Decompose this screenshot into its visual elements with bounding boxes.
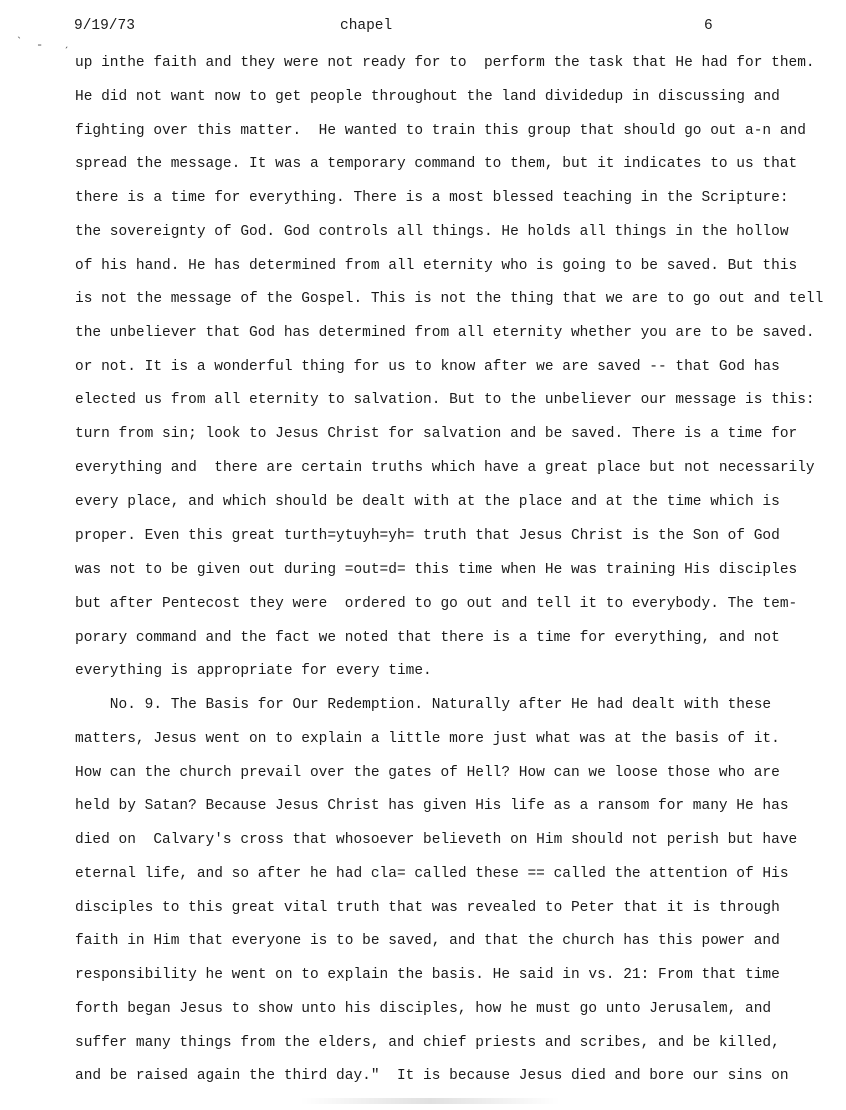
text-line: matters, Jesus went on to explain a little more just what was at the basis of it.: [75, 731, 780, 747]
text-line: He did not want now to get people throughout the land dividedup in discussing and: [75, 89, 780, 105]
header-date: 9/19/73: [74, 18, 135, 34]
text-line: died on Calvary's cross that whosoever believeth on Him should not perish but have: [75, 832, 798, 848]
text-line: responsibility he went on to explain the basis. He said in vs. 21: From that time: [75, 967, 780, 983]
text-line: up inthe faith and they were not ready for to perform the task that He had for them.: [75, 55, 815, 71]
scan-smudge: [300, 1098, 560, 1104]
text-line: everything and there are certain truths which have a great place but not necessarily: [75, 460, 815, 476]
text-line: every place, and which should be dealt with at the place and at the time which is: [75, 494, 780, 510]
page-header: [0, 18, 846, 42]
text-line: was not to be given out during =out=d= this time when He was training His disciples: [75, 562, 798, 578]
text-line: faith in Him that everyone is to be saved, and that the church has this power and: [75, 933, 780, 949]
page-number: 6: [704, 18, 713, 34]
text-line: there is a time for everything. There is a most blessed teaching in the Scripture:: [75, 190, 789, 206]
text-line: and be raised again the third day." It is because Jesus died and bore our sins on: [75, 1068, 789, 1084]
stray-mark: -: [36, 38, 44, 52]
text-line: spread the message. It was a temporary command to them, but it indicates to us that: [75, 156, 798, 172]
stray-mark: ˏ: [63, 36, 71, 50]
text-line: but after Pentecost they were ordered to go out and tell it to everybody. The tem-: [75, 596, 798, 612]
text-line: forth began Jesus to show unto his disciples, how he must go unto Jerusalem, and: [75, 1001, 772, 1017]
text-line: fighting over this matter. He wanted to train this group that should go out a-n and: [75, 123, 806, 139]
text-line: everything is appropriate for every time.: [75, 663, 432, 679]
text-line: suffer many things from the elders, and chief priests and scribes, and be killed,: [75, 1035, 780, 1051]
text-line: porary command and the fact we noted that there is a time for everything, and not: [75, 630, 780, 646]
stray-mark: ˴: [17, 30, 25, 44]
text-line: turn from sin; look to Jesus Christ for salvation and be saved. There is a time for: [75, 426, 798, 442]
text-line: No. 9. The Basis for Our Redemption. Naturally after He had dealt with these: [75, 697, 772, 713]
text-line: the sovereignty of God. God controls all things. He holds all things in the hollow: [75, 224, 789, 240]
text-line: or not. It is a wonderful thing for us to know after we are saved -- that God has: [75, 359, 780, 375]
text-line: of his hand. He has determined from all eternity who is going to be saved. But this: [75, 258, 798, 274]
text-line: is not the message of the Gospel. This is not the thing that we are to go out and tell: [75, 291, 824, 307]
text-line: eternal life, and so after he had cla= called these == called the attention of His: [75, 866, 789, 882]
header-title: chapel: [340, 18, 393, 34]
text-line: How can the church prevail over the gates of Hell? How can we loose those who are: [75, 765, 780, 781]
text-line: proper. Even this great turth=ytuyh=yh= truth that Jesus Christ is the Son of God: [75, 528, 780, 544]
text-line: the unbeliever that God has determined from all eternity whether you are to be saved.: [75, 325, 815, 341]
text-line: held by Satan? Because Jesus Christ has given His life as a ransom for many He has: [75, 798, 789, 814]
text-line: disciples to this great vital truth that was revealed to Peter that it is through: [75, 900, 780, 916]
text-line: elected us from all eternity to salvation. But to the unbeliever our message is this:: [75, 392, 815, 408]
